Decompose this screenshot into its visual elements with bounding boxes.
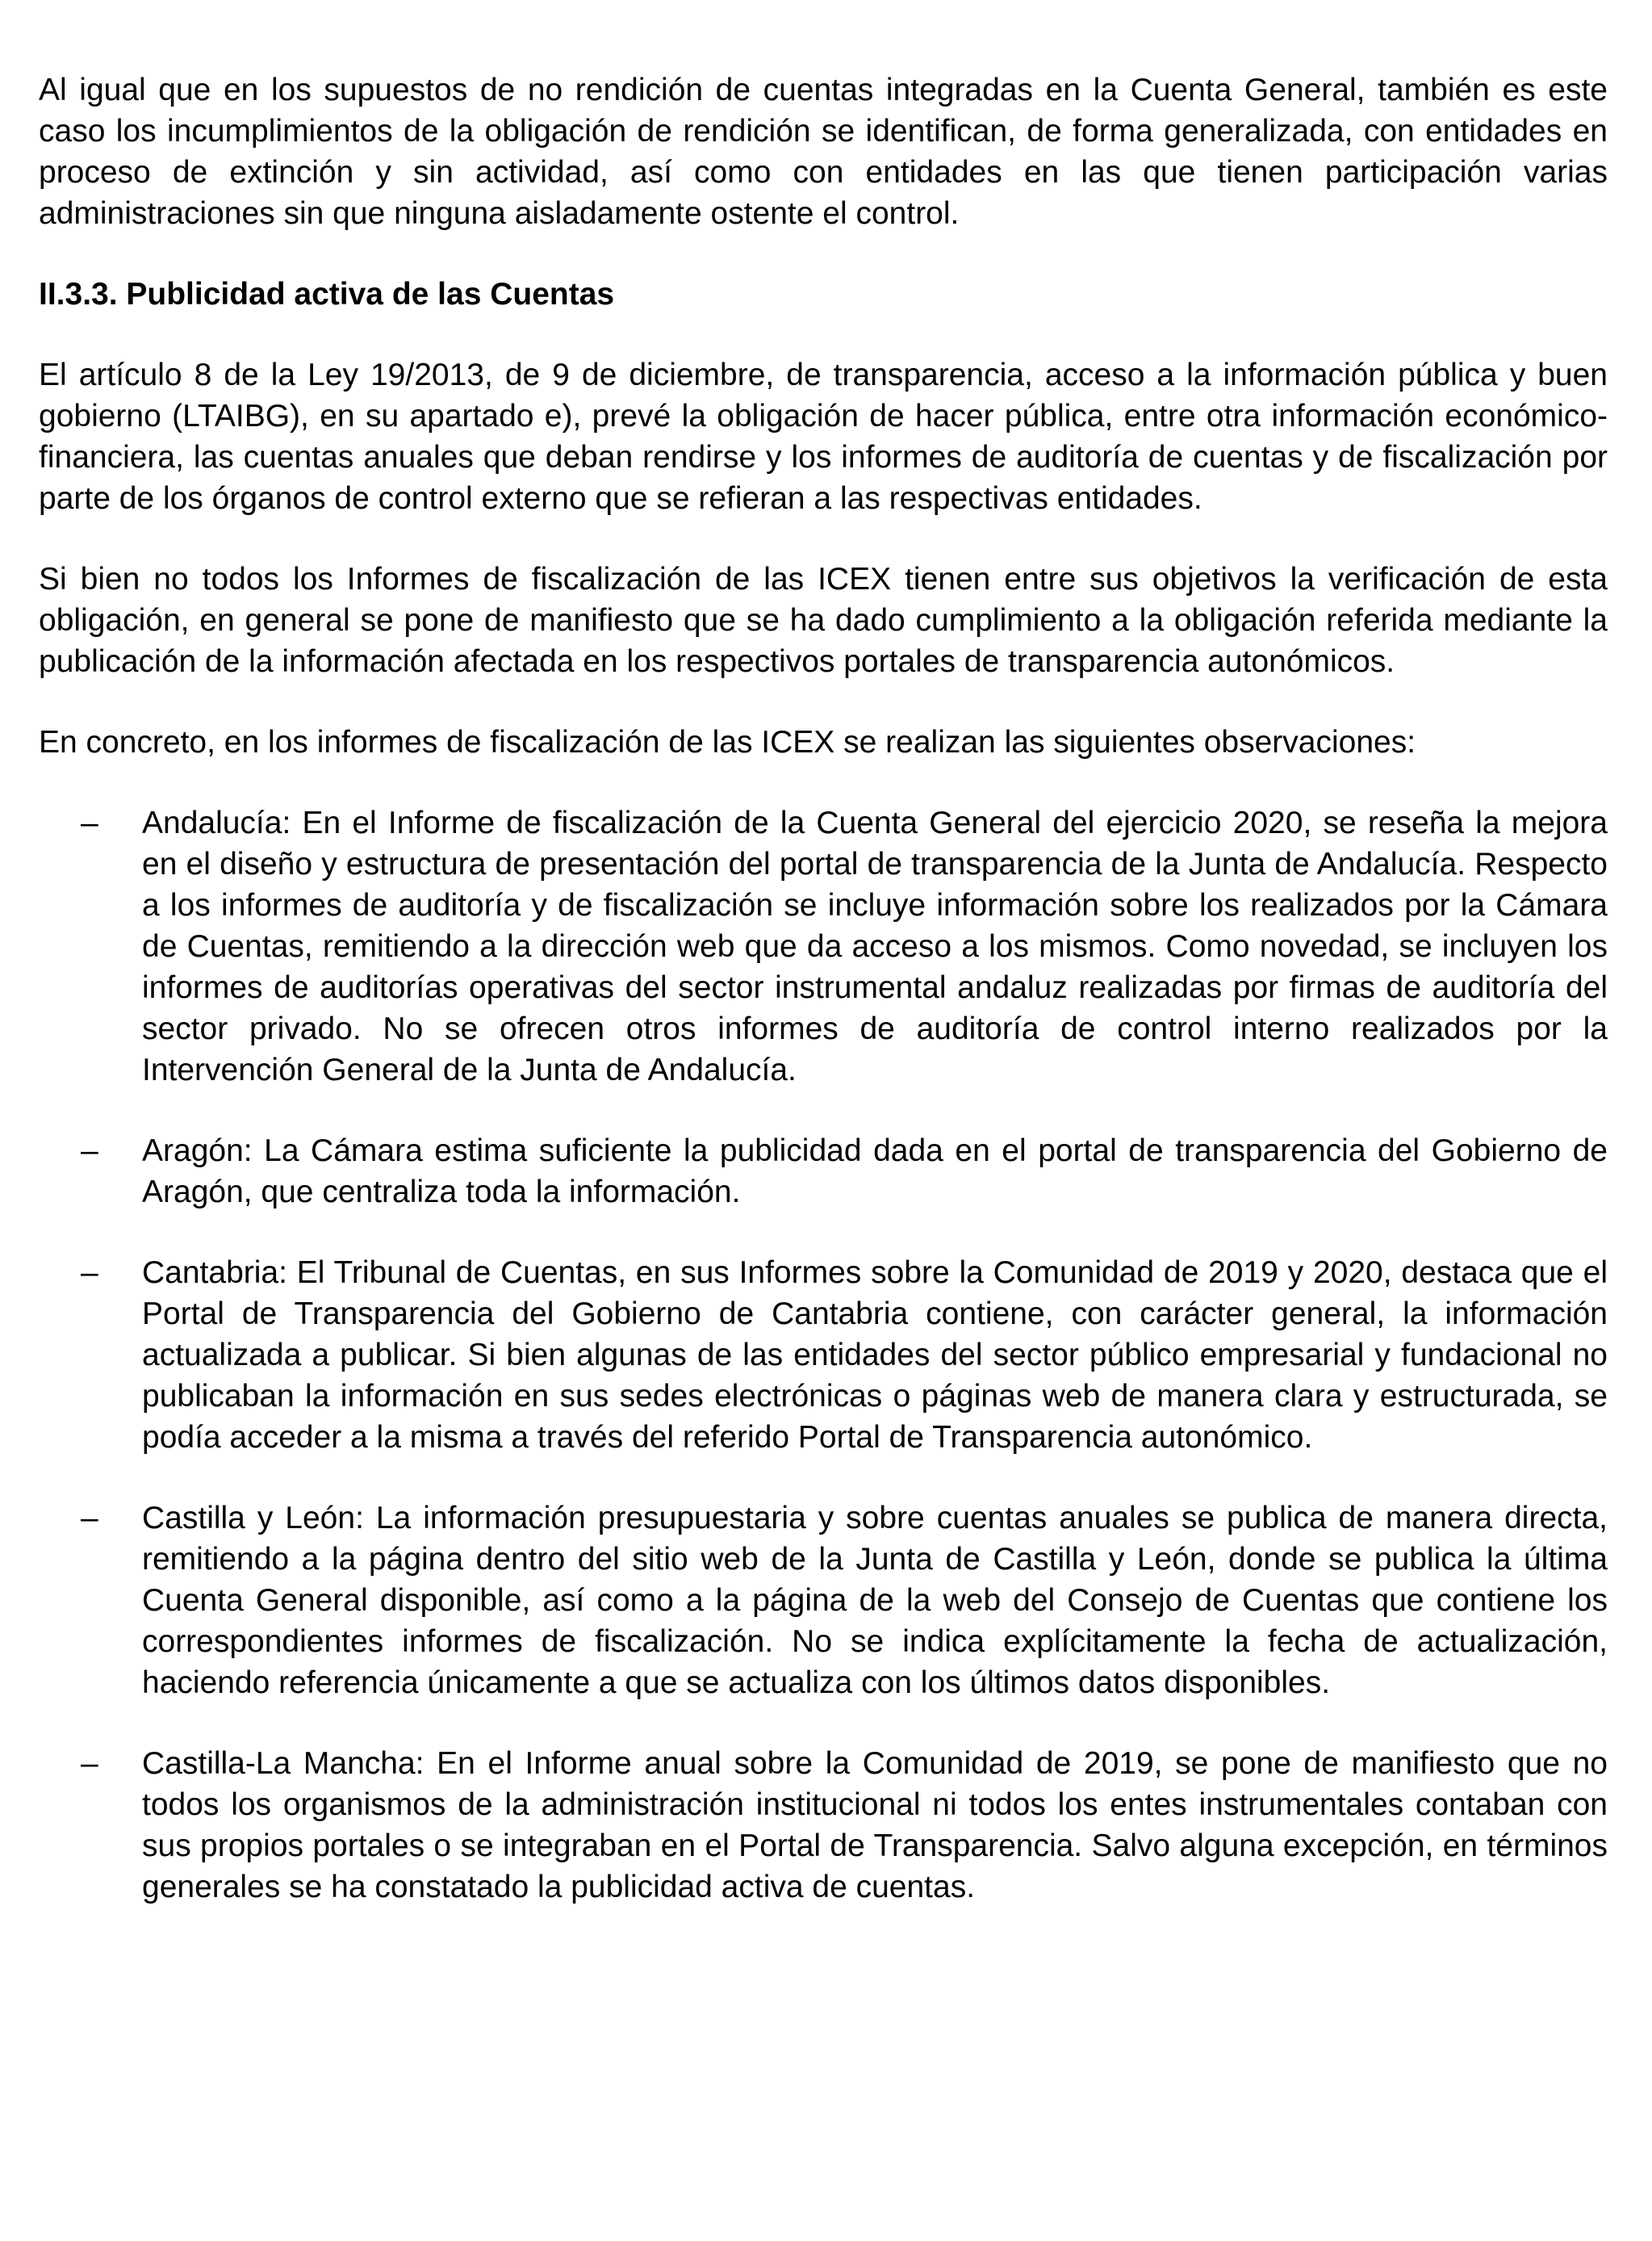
list-item-cantabria [39,1252,1608,1458]
list-item-andalucia [39,802,1608,1091]
observations-list [39,802,1608,1908]
list-item-aragon [39,1130,1608,1213]
dash-bullet: – [81,1133,98,1168]
paragraph-icex-objectives: Si bien no todos los Informes de fiscalización de las ICEX tienen entre sus objetivos la verificación de esta obligación, en general se pone de manifiesto que se ha dado cumplimiento a la obligación referida mediante la publicación de la información afectada en los respectivos portales de transparencia autonómicos. [39,562,1608,679]
paragraph-observations-intro: En concreto, en los informes de fiscalización de las ICEX se realizan las siguientes observaciones: [39,725,1416,760]
list-item-text: Cantabria: El Tribunal de Cuentas, en sus Informes sobre la Comunidad de 2019 y 2020, destaca que el Portal de Transparencia del Gobierno de Cantabria contiene, con carácter general, la información actualizada a publicar. Si bien algunas de las entidades del sector público empresarial y fundacional no publicaban la información en sus sedes electrónicas o páginas web de manera clara y estructurada, se podía acceder a la misma a través del referido Portal de Transparencia autonómico. [142,1255,1608,1455]
paragraph-ltaibg: El artículo 8 de la Ley 19/2013, de 9 de diciembre, de transparencia, acceso a la información pública y buen gobierno (LTAIBG), en su apartado e), prevé la obligación de hacer pública, entre otra información económico-financiera, las cuentas anuales que deban rendirse y los informes de auditoría de cuentas y de fiscalización por parte de los órganos de control externo que se refieran a las respectivas entidades. [39,358,1608,516]
dash-bullet: – [81,806,98,840]
list-item-text: Aragón: La Cámara estima suficiente la publicidad dada en el portal de transparencia del Gobierno de Aragón, que centraliza toda la información. [142,1133,1608,1209]
list-item-castilla-la-mancha [39,1743,1608,1908]
list-item-text: Castilla-La Mancha: En el Informe anual sobre la Comunidad de 2019, se pone de manifiesto que no todos los organismos de la administración institucional ni todos los entes instrumentales contaban con sus propios portales o se integraban en el Portal de Transparencia. Salvo alguna excepción, en términos generales se ha constatado la publicidad activa de cuentas. [142,1746,1608,1904]
list-item-castilla-y-leon [39,1497,1608,1703]
dash-bullet: – [81,1255,98,1290]
dash-bullet: – [81,1501,98,1535]
list-item-text: Andalucía: En el Informe de fiscalización de la Cuenta General del ejercicio 2020, se reseña la mejora en el diseño y estructura de presentación del portal de transparencia de la Junta de Andalucía. Respecto a los informes de auditoría y de fiscalización se incluye información sobre los realizados por la Cámara de Cuentas, remitiendo a la dirección web que da acceso a los mismos. Como novedad, se incluyen los informes de auditorías operativas del sector instrumental andaluz realizadas por firmas de auditoría del sector privado. No se ofrecen otros informes de auditoría de control interno realizados por la Intervención General de la Junta de Andalucía. [142,806,1608,1087]
dash-bullet: – [81,1746,98,1781]
section-heading: II.3.3. Publicidad activa de las Cuentas [39,277,615,312]
document-page [39,69,1608,1947]
intro-paragraph: Al igual que en los supuestos de no rendición de cuentas integradas en la Cuenta General, también es este caso los incumplimientos de la obligación de rendición se identifican, de forma generalizada, con entidades en proceso de extinción y sin actividad, así como con entidades en las que tienen participación varias administraciones sin que ninguna aisladamente ostente el control. [39,73,1608,231]
list-item-text: Castilla y León: La información presupuestaria y sobre cuentas anuales se publica de manera directa, remitiendo a la página dentro del sitio web de la Junta de Castilla y León, donde se publica la última Cuenta General disponible, así como a la página de la web del Consejo de Cuentas que contiene los correspondientes informes de fiscalización. No se indica explícitamente la fecha de actualización, haciendo referencia únicamente a que se actualiza con los últimos datos disponibles. [142,1501,1608,1700]
